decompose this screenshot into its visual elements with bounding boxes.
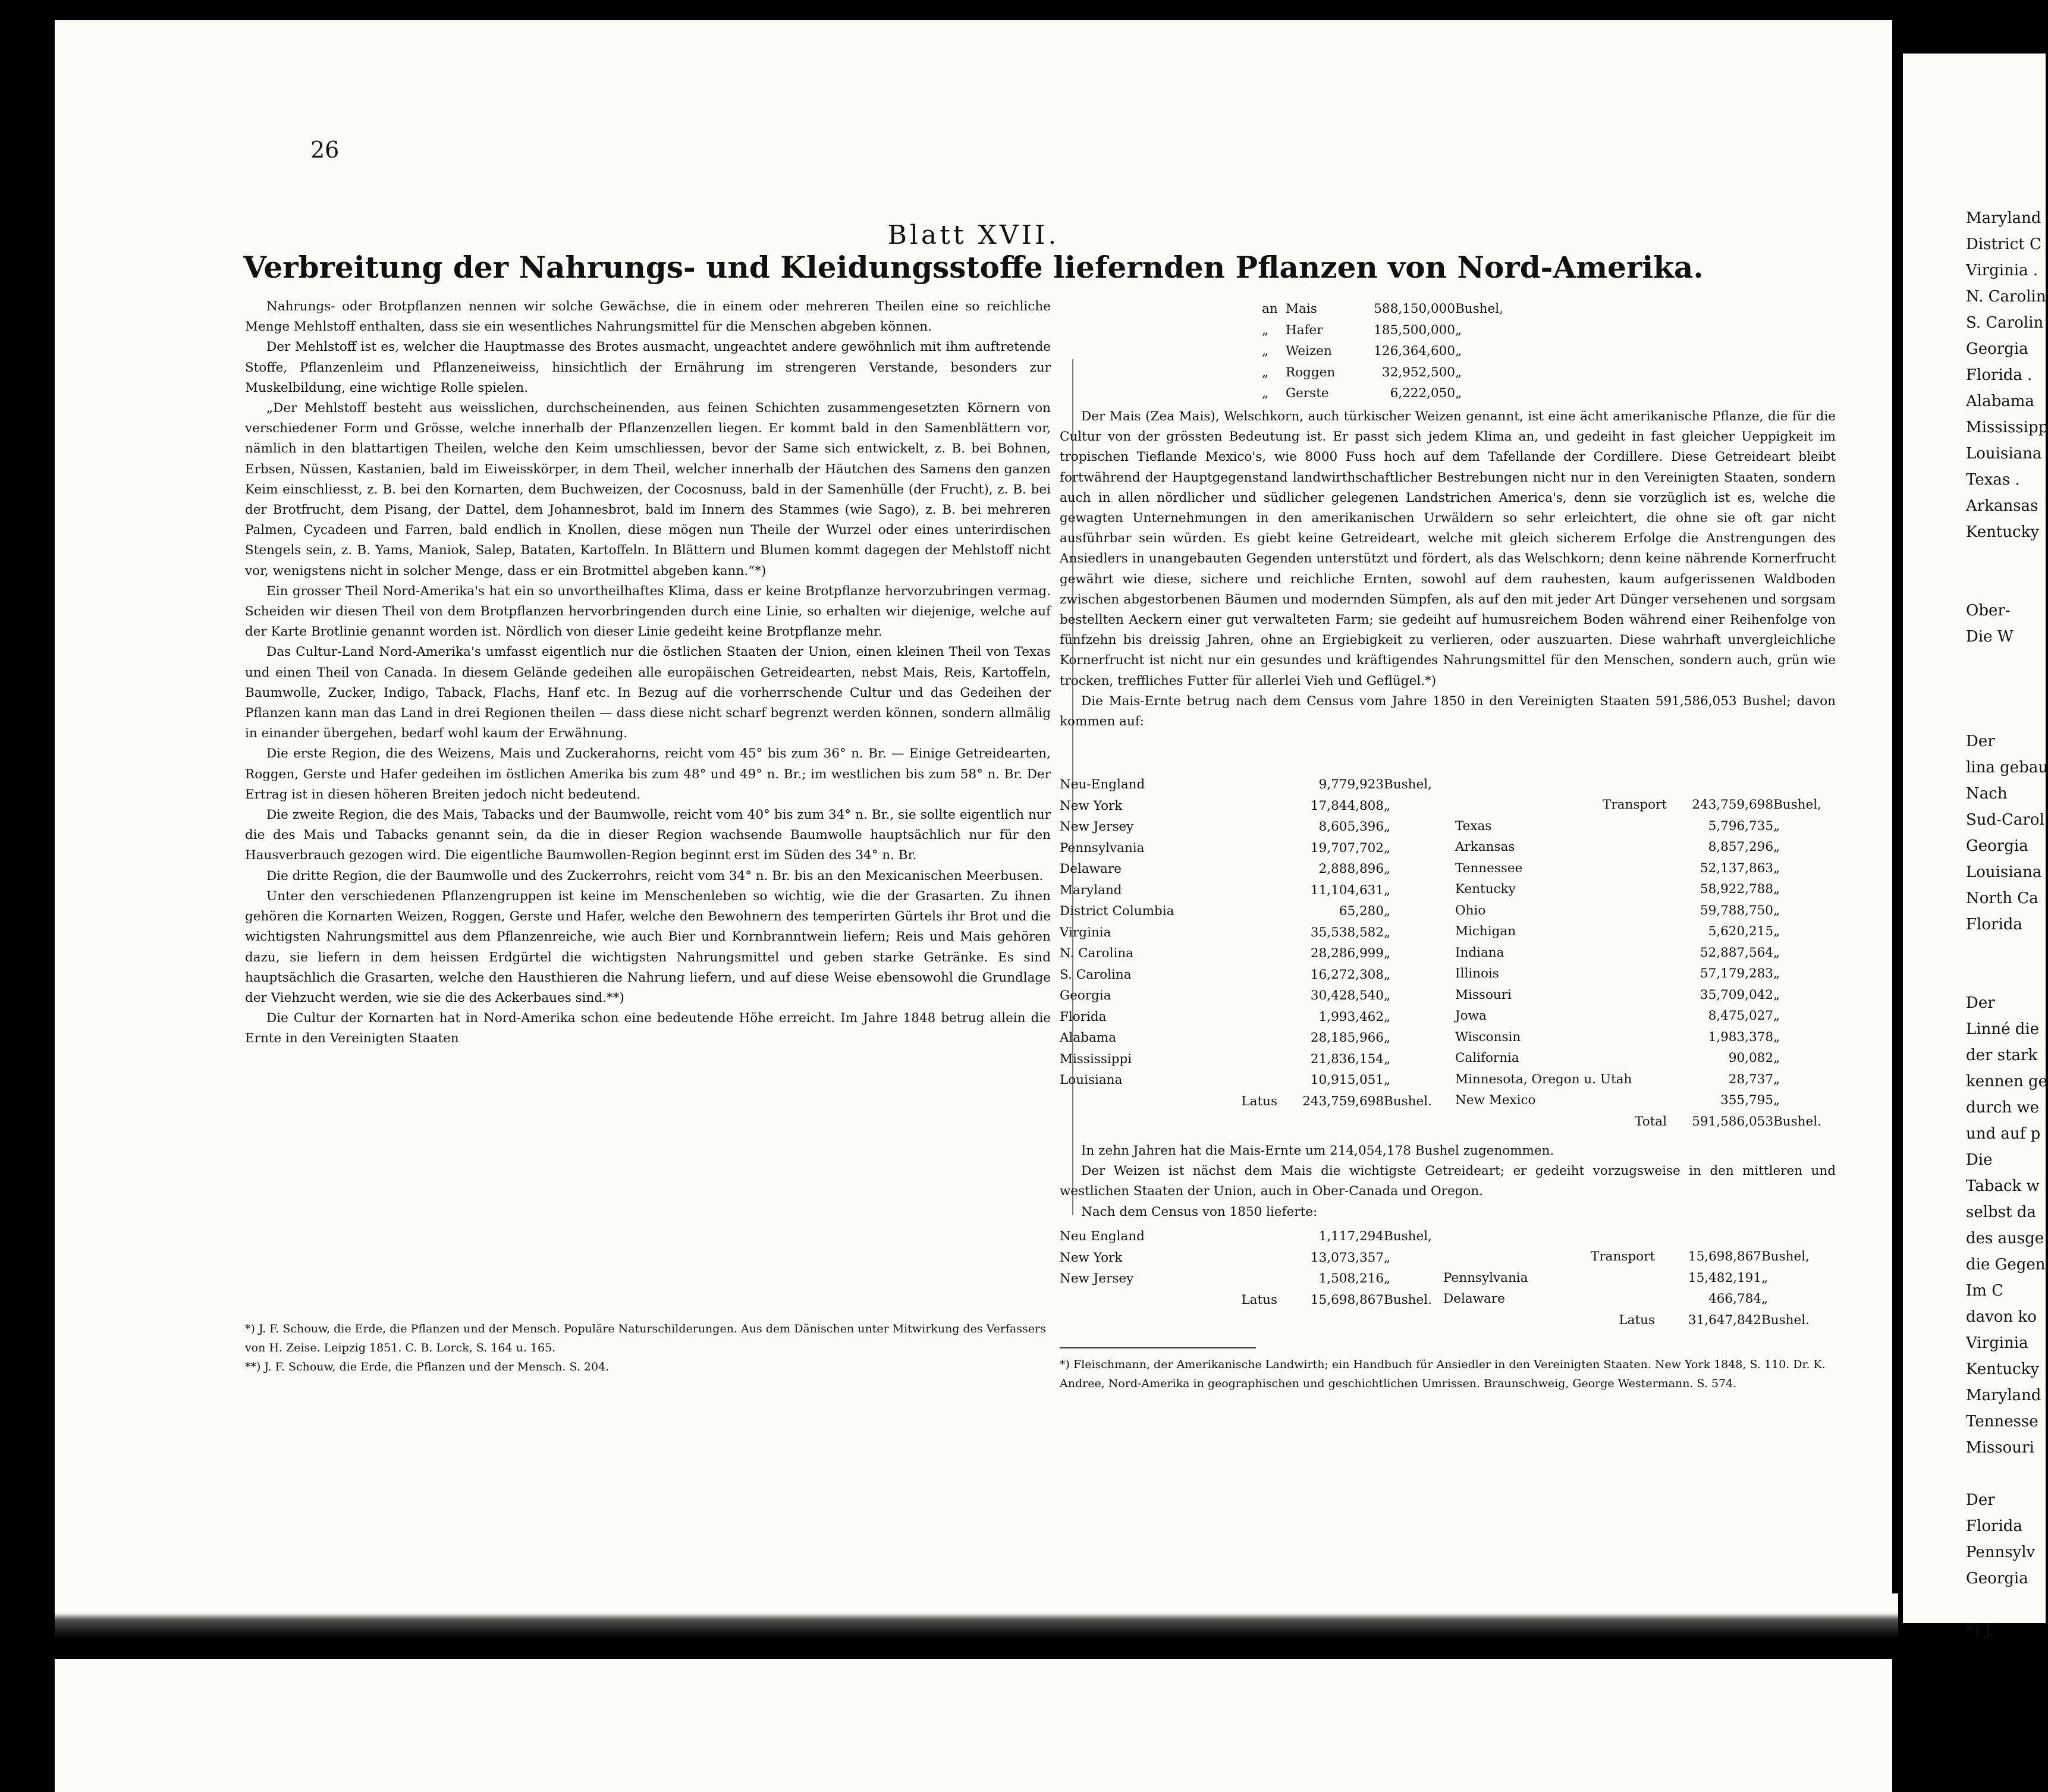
adjacent-page-line: Georgia (1966, 340, 2028, 358)
state-name: Pennsylvania (1060, 840, 1145, 856)
state-name: Kentucky (1455, 882, 1516, 897)
table-row (1455, 1069, 1821, 1090)
adjacent-page-line: Nach (1966, 785, 2008, 803)
adjacent-page-line: Florida (1966, 1517, 2022, 1535)
state-unit: „ (1773, 1008, 1780, 1023)
adjacent-page-line: Mississipp (1966, 419, 2048, 436)
adjacent-page-line (1966, 571, 2048, 598)
state-name: Jowa (1455, 1008, 1487, 1023)
state-name: Missouri (1455, 987, 1512, 1002)
adjacent-page-text (1966, 205, 2048, 1644)
state-value: 13,073,357 (1310, 1250, 1384, 1265)
adjacent-page-line: Georgia (1966, 1570, 2028, 1587)
state-value: 35,709,042 (1700, 987, 1773, 1002)
adjacent-page-line: Maryland (1966, 1387, 2041, 1404)
table-row: „ Roggen 32,952,500 „ (1262, 364, 1462, 380)
state-value: 15,482,191 (1688, 1270, 1761, 1285)
adjacent-page-line: der stark (1966, 1046, 2038, 1064)
state-unit: „ (1384, 988, 1391, 1003)
adjacent-page-line: Im C (1966, 1282, 2004, 1300)
adjacent-page-line: *) J. (1966, 1622, 1995, 1640)
state-unit: „ (1773, 1071, 1780, 1087)
state-value: 58,922,788 (1700, 882, 1773, 897)
paragraph: In zehn Jahren hat die Mais-Ernte um 214,054,178 Bushel zugenommen. (1081, 1143, 1554, 1158)
state-name: Neu England (1060, 1229, 1145, 1244)
table-transport-row: Transport 243,759,698 Bushel, (1603, 797, 1821, 812)
state-name: New Jersey (1060, 819, 1134, 834)
adjacent-page-line (1966, 676, 2048, 702)
state-name: Wisconsin (1455, 1029, 1521, 1045)
table-row (1060, 1027, 1432, 1049)
state-unit: „ (1773, 1093, 1780, 1108)
adjacent-page-line: Louisiana (1966, 863, 2042, 881)
state-unit: „ (1773, 1029, 1780, 1045)
paragraph: Die Cultur der Kornarten hat in Nord-Amerika schon eine bedeutende Höhe erreicht. Im Jahre 1848 betrug allein die Ernte in den Vereinigten Staaten (245, 1011, 1051, 1046)
footnote: **) J. F. Schouw, die Erde, die Pflanzen und der Mensch. S. 204. (245, 1360, 610, 1373)
table-row: „ Gerste 6,222,050 „ (1262, 386, 1462, 401)
state-name: Minnesota, Oregon u. Utah (1455, 1071, 1632, 1087)
state-value: 8,475,027 (1708, 1008, 1773, 1023)
state-value: 9,779,923 (1318, 777, 1384, 792)
table-row (1060, 1007, 1432, 1028)
state-value: 30,428,540 (1310, 988, 1384, 1003)
adjacent-page-line (1966, 1461, 2048, 1487)
state-value: 28,737 (1728, 1071, 1773, 1087)
adjacent-page-line: und auf p (1966, 1125, 2041, 1143)
adjacent-page-line: Tennesse (1966, 1413, 2038, 1431)
paragraph: Ein grosser Theil Nord-Amerika's hat ein so unvortheilhaftes Klima, dass er keine Brotpflanze hervorzubringen vermag. Scheiden wir diesen Theil von dem Brotpflanzen hervorbringenden durch eine Linie, so erhalten wir diejenige, welche auf der Karte Brotlinie genannt worden ist. Nördlich von dieser Linie gedeiht keine Brotpflanze mehr. (245, 583, 1051, 640)
harvest-1848-table (1262, 298, 1503, 404)
adjacent-page-line (1966, 938, 2048, 964)
left-column (245, 297, 1051, 1049)
adjacent-page-line: Virginia (1966, 1334, 2028, 1352)
state-name: Tennessee (1455, 860, 1523, 876)
adjacent-page-line: Georgia (1966, 837, 2028, 855)
adjacent-page-line: Ober- (1966, 602, 2011, 620)
table-row (1060, 943, 1432, 964)
adjacent-page-line: Florida . (1966, 366, 2033, 384)
state-name: District Columbia (1060, 904, 1174, 919)
table-row (1443, 1268, 1810, 1289)
adjacent-page-line: Arkansas (1966, 497, 2038, 515)
book-page (55, 20, 1892, 1792)
state-unit: „ (1773, 860, 1780, 876)
state-value: 35,538,582 (1310, 925, 1384, 940)
table-row (1060, 964, 1432, 986)
adjacent-page-line: davon ko (1966, 1308, 2037, 1326)
table-row (1455, 921, 1821, 942)
state-value: 1,117,294 (1318, 1229, 1384, 1244)
adjacent-page-line: Alabama (1966, 392, 2034, 410)
state-value: 355,795 (1720, 1093, 1773, 1108)
state-unit: „ (1384, 904, 1391, 919)
adjacent-page-line: N. Carolin (1966, 288, 2046, 306)
state-name: Alabama (1060, 1030, 1117, 1045)
state-unit: „ (1773, 1051, 1780, 1065)
adjacent-page-line: Der (1966, 1491, 1995, 1509)
state-name: Florida (1060, 1009, 1107, 1024)
table-row (1060, 1247, 1432, 1269)
state-name: N. Carolina (1060, 946, 1134, 961)
footnote-rule (245, 1304, 1051, 1306)
state-unit: „ (1384, 798, 1391, 813)
paragraph: Die Mais-Ernte betrug nach dem Census vom Jahre 1850 in den Vereinigten Staaten 591,586,053 Bushel; davon kommen auf: (1060, 693, 1836, 730)
adjacent-page-line: District C (1966, 235, 2041, 253)
state-value: 16,272,308 (1310, 967, 1384, 982)
table-row (1060, 838, 1432, 859)
state-unit: „ (1773, 903, 1780, 918)
weizen-table-left (1060, 1226, 1432, 1310)
state-unit: „ (1384, 925, 1391, 940)
table-row: „ Weizen 126,364,600 „ (1262, 344, 1462, 359)
state-name: Delaware (1443, 1291, 1505, 1306)
state-unit: Bushel, (1384, 1229, 1432, 1244)
state-name: Georgia (1060, 988, 1111, 1003)
adjacent-page-line: Die W (1966, 628, 2014, 646)
footnote: *) J. F. Schouw, die Erde, die Pflanzen und der Mensch. Populäre Naturschilderungen. Aus dem Dänischen unter Mitwirkung des Verfassers von H. Zeise. Leipzig 1851. C. B. Lorck, S. 164 u. 165. (245, 1322, 1046, 1354)
adjacent-page-line: Sud-Carol (1966, 811, 2044, 829)
table-row (1455, 1090, 1821, 1111)
table-row (1455, 879, 1821, 900)
adjacent-page-line: Kentucky (1966, 1360, 2040, 1378)
paragraph: Das Cultur-Land Nord-Amerika's umfasst eigentlich nur die östlichen Staaten der Union, einen kleinen Theil von Texas und einen Theil von Canada. In diesem Gelände gedeihen alle europäischen Getreidearten, nebst Mais, Reis, Kartoffeln, Baumwolle, Zucker, Indigo, Taback, Flachs, Hanf etc. In Bezug auf die vorherrschende Cultur und das Gedeihen der Pflanzen kann man das Land in drei Regionen theilen — dass diese nicht scharf begrenzt werden können, sondern allmälig in einander übergehen, bedarf wohl kaum der Erwähnung. (245, 645, 1051, 741)
adjacent-page-line (1966, 545, 2048, 571)
adjacent-page-line: Der (1966, 994, 1995, 1012)
adjacent-page-line (1966, 702, 2048, 728)
state-name: Neu-England (1060, 777, 1145, 792)
adjacent-page-line: selbst da (1966, 1203, 2036, 1221)
adjacent-page-line (1966, 1592, 2048, 1618)
state-unit: „ (1384, 882, 1391, 898)
state-name: Ohio (1455, 903, 1486, 918)
adjacent-page-line: Maryland (1966, 209, 2041, 227)
table-row (1060, 1268, 1432, 1290)
state-name: Delaware (1060, 862, 1122, 876)
table-row: „ Hafer 185,500,000 „ (1262, 322, 1462, 338)
table-row: an Mais 588,150,000 Bushel, (1262, 301, 1503, 316)
adjacent-page-line: Florida (1966, 916, 2022, 933)
table-row (1455, 942, 1821, 964)
adjacent-page-line: Der (1966, 732, 1995, 750)
adjacent-page-line: North Ca (1966, 889, 2038, 907)
state-unit: „ (1384, 946, 1391, 961)
table-row (1455, 858, 1821, 879)
paragraph: Die zweite Region, die des Mais, Tabacks und der Baumwolle, reicht vom 40° bis zum 34° n. Br., sie sollte eigentlich nur die des Mais und Tabacks genannt sein, da die in dieser Region wachsende Baumwolle hauptsächlich nur für den Hausverbrauch gezogen wird. Die eigentliche Baumwollen-Region beginnt erst im Süden des 34° n. Br. (245, 807, 1051, 863)
state-value: 90,082 (1728, 1051, 1773, 1065)
right-column-text-2 (1060, 1141, 1836, 1222)
table-row (1060, 859, 1432, 880)
table-row (1443, 1288, 1810, 1310)
table-row (1060, 922, 1432, 944)
adjacent-page-line: die Gegen (1966, 1256, 2046, 1274)
state-value: 1,993,462 (1318, 1009, 1384, 1024)
state-unit: „ (1384, 840, 1391, 856)
adjacent-page-line: Die (1966, 1151, 1993, 1169)
left-footnotes (245, 1319, 1051, 1376)
table-row (1060, 796, 1432, 817)
paragraph: Die erste Region, die des Weizens, Mais und Zuckerahorns, reicht vom 45° bis zum 36° n. Br. — Einige Getreidearten, Roggen, Gerste und Hafer gedeihen im östlichen Amerika bis zum 48° und 49° n. Br.; im westlichen bis zum 58° n. Br. Der Ertrag ist in diesen höheren Breiten jedoch nicht bedeutend. (245, 746, 1051, 802)
state-unit: „ (1773, 818, 1780, 834)
state-unit: „ (1773, 966, 1780, 981)
adjacent-page-line: Kentucky (1966, 523, 2040, 541)
adjacent-page-line: Missouri (1966, 1439, 2034, 1457)
scan-edge-shadow (55, 1593, 1898, 1659)
weizen-table-right (1443, 1246, 1810, 1331)
state-value: 28,286,999 (1310, 946, 1384, 961)
table-row (1060, 1070, 1432, 1091)
adjacent-page-line (1966, 964, 2048, 990)
table-transport-row: Transport 15,698,867 Bushel, (1591, 1249, 1810, 1264)
state-value: 1,508,216 (1318, 1271, 1384, 1286)
state-unit: „ (1384, 1009, 1391, 1024)
state-name: Texas (1455, 818, 1492, 834)
state-value: 466,784 (1708, 1291, 1761, 1306)
state-name: Louisiana (1060, 1073, 1123, 1087)
table-row (1455, 816, 1821, 837)
state-value: 19,707,702 (1310, 840, 1384, 856)
page-number: 26 (310, 137, 340, 163)
table-row (1060, 880, 1432, 901)
state-value: 8,605,396 (1318, 819, 1384, 834)
paragraph: Die dritte Region, die der Baumwolle und des Zuckerrohrs, reicht vom 34° n. Br. bis an den Mexicanischen Meerbusen. (266, 868, 1044, 884)
adjacent-page-line: S. Carolin (1966, 314, 2044, 332)
adjacent-page-line: lina gebau (1966, 759, 2048, 776)
right-column-text (1060, 407, 1836, 732)
state-value: 8,857,296 (1708, 840, 1773, 854)
state-unit: „ (1761, 1291, 1769, 1306)
state-unit: „ (1761, 1270, 1769, 1285)
table-row (1060, 1049, 1432, 1070)
state-unit: „ (1384, 862, 1391, 876)
state-value: 52,887,564 (1700, 945, 1773, 960)
paragraph: Der Mais (Zea Mais), Welschkorn, auch türkischer Weizen genannt, ist eine ächt amerikanische Pflanze, die für die Cultur von der grössten Bedeutung ist. Er passt sich jedem Klima an, und gedeiht in fast gleicher Ueppigkeit im tropischen Tieflande Mexico's, wie 8000 Fuss hoch auf dem Tafellande der Cordillere. Diese Getreideart bleibt fortwährend der Hauptgegenstand landwirthschaftlicher Bestrebungen nicht nur in den Vereinigten Staaten, sondern auch in allen nördlicher und südlicher gelegenen Landstrichen America's, denn sie vorzüglich ist es, welche die gewagten Unternehmungen in den amerikanischen Urwäldern so sehr erleichtert, die ohne sie oft gar nicht ausführbar sein würden. Es giebt keine Getreideart, welche mit gleich sicherem Erfolge die Anstrengungen des Ansiedlers in unangebauten Gegenden unterstützt und fördert, als das Welschkorn; denn keine nährende Kornerfrucht gewährt wie diese, sichere und reichliche Ernten, sowohl auf dem rauhesten, kaum aufgerissenen Waldboden zwischen abgestorbenen Bäumen und modernden Sümpfen, als auf den mit jeder Art Dünger versehenen und sorgsam bestellten Aeckern einer gut verwalteten Farm; sie gedeiht auf humusreichem Boden während einer Reihenfolge von fünfzehn bis dreissig Jahren, ohne an Ergiebigkeit zu verlieren, oder auszuarten. Diese wahrhaft unvergleichliche Kornerfrucht ist nicht nur ein gesundes und kräftigendes Nahrungsmittel für den Menschen, sondern auch, grün wie trocken, treffliches Futter für allerlei Vieh und Geflügel.*) (1060, 409, 1836, 688)
state-value: 59,788,750 (1700, 903, 1773, 918)
state-value: 28,185,966 (1310, 1030, 1384, 1045)
state-unit: „ (1773, 882, 1780, 897)
right-footnote: *) Fleischmann, der Amerikanische Landwirth; ein Handbuch für Ansiedler in den Vereinigten Staaten. New York 1848, S. 110. Dr. K. Andree, Nord-Amerika in geographischen und geschichtlichen Umrissen. Braunschweig, George Westermann. S. 574. (1060, 1358, 1826, 1390)
adjacent-page-line: des ausge (1966, 1230, 2044, 1247)
state-unit: „ (1384, 1030, 1391, 1045)
mais-table-left (1060, 774, 1432, 1112)
paragraph: Unter den verschiedenen Pflanzengruppen ist keine im Menschenleben so wichtig, wie die der Grasarten. Zu ihnen gehören die Kornarten Weizen, Roggen, Gerste und Hafer, welche den Bewohnern des temperirten Gürtels ihr Brot und die wichtigsten Nahrungsmittel aus dem Pflanzenreiche, wie auch Bier und Kornbranntwein liefern; Reis und Mais gehören dazu, sie liefern in dem heissen Erdgürtel die wichtigsten Nahrungsmittel und geben starke Getränke. Es sind hauptsächlich die Grasarten, welche den Hausthieren die Nahrung liefern, und auf diese Weise ebensowohl die Grundlage der Viehzucht werden, wie sie die des Ackerbaues sind.**) (245, 888, 1051, 1005)
table-row (1060, 1226, 1432, 1247)
table-row (1455, 1005, 1821, 1027)
adjacent-page-edge (1903, 54, 2048, 1640)
table-row (1455, 837, 1821, 858)
adjacent-page-line: Taback w (1966, 1177, 2040, 1195)
state-unit: „ (1384, 1271, 1391, 1286)
page-title: Verbreitung der Nahrungs- und Kleidungsstoffe liefernden Pflanzen von Nord-Amerika. (243, 250, 1704, 285)
state-name: Mississippi (1060, 1051, 1132, 1067)
state-name: California (1455, 1051, 1519, 1065)
state-name: Virginia (1060, 925, 1111, 940)
state-name: S. Carolina (1060, 967, 1132, 982)
state-value: 1,983,378 (1708, 1029, 1773, 1045)
state-value: 11,104,631 (1310, 882, 1384, 898)
table-row (1455, 900, 1821, 922)
state-value: 57,179,283 (1700, 966, 1773, 981)
adjacent-page-line: Linné die (1966, 1020, 2040, 1038)
adjacent-page-line: kennen ge (1966, 1073, 2048, 1090)
table-row (1455, 1027, 1821, 1048)
state-unit: „ (1384, 1250, 1391, 1265)
table-row (1060, 901, 1432, 922)
footnote-rule (1060, 1347, 1256, 1348)
state-unit: „ (1773, 945, 1780, 960)
state-value: 21,836,154 (1310, 1051, 1384, 1067)
state-value: 5,796,735 (1708, 818, 1773, 834)
table-row (1060, 985, 1432, 1007)
state-name: Michigan (1455, 924, 1516, 939)
state-name: Illinois (1455, 966, 1499, 981)
state-name: New Jersey (1060, 1271, 1134, 1286)
paragraph: „Der Mehlstoff besteht aus weisslichen, durchscheinenden, aus feinen Schichten zusammengesetzten Körnern von verschiedener Form und Grösse, welche innerhalb der Pflanzenzellen liegen. Er kommt bald in den Samenblättern vor, nämlich in den blattartigen Theilen, welche den Keim umschliessen, bevor der Same sich entwickelt, z. B. bei Bohnen, Erbsen, Nüssen, Kastanien, bald im Eiweisskörper, in dem Theil, welcher innerhalb der Häutchen des Samens den ganzen Keim einschliesst, z. B. bei den Kornarten, dem Buchweizen, der Cocosnuss, bald in der Samenhülle (der Frucht), z. B. bei der Brotfrucht, dem Pisang, der Dattel, dem Johannesbrot, bald im Innern des Stammes (wie Sago), z. B. bei mehreren Palmen, Cycadeen und Farren, bald endlich in Knollen, diese mögen nun Theile der Wurzel oder eines unterirdischen Stengels sein, z. B. Yams, Maniok, Salep, Bataten, Kartoffeln. In Blättern und Blumen kommt dagegen der Mehlstoff nicht vor, wenigstens nicht in solcher Menge, dass er ein Brotmittel abgeben kann.“*) (245, 401, 1051, 579)
paragraph: Der Weizen ist nächst dem Mais die wichtigste Getreideart; er gedeiht vorzugsweise in den mittleren und westlichen Staaten der Union, auch in Ober-Canada und Oregon. (1060, 1164, 1836, 1199)
state-unit: „ (1773, 987, 1780, 1002)
adjacent-page-line: Texas . (1966, 471, 2020, 489)
state-value: 17,844,808 (1310, 798, 1384, 813)
table-row (1060, 774, 1432, 796)
state-name: Pennsylvania (1443, 1270, 1528, 1285)
table-row (1455, 1048, 1821, 1069)
state-value: 10,915,051 (1310, 1073, 1384, 1087)
state-unit: Bushel, (1384, 777, 1432, 792)
plate-heading: Blatt XVII. (887, 220, 1060, 250)
adjacent-page-line: durch we (1966, 1099, 2040, 1117)
state-name: New Mexico (1455, 1093, 1536, 1108)
state-name: New York (1060, 798, 1123, 813)
state-name: Arkansas (1455, 840, 1515, 854)
paragraph: Nahrungs- oder Brotpflanzen nennen wir solche Gewächse, die in einem oder mehreren Theilen eine so reichliche Menge Mehlstoff enthalten, dass sie ein wesentliches Nahrungsmittel für die Menschen abgeben können. (245, 299, 1051, 335)
paragraph: Der Mehlstoff ist es, welcher die Hauptmasse des Brotes ausmacht, ungeachtet andere gewöhnlich mit ihm auftretende Stoffe, Pflanzenleim und Pflanzeneiweiss, hinsichtlich der Ernährung im strengeren Verstande, besonders zur Muskelbildung, eine wichtige Rolle spielen. (245, 339, 1051, 395)
mais-table-right (1455, 794, 1821, 1132)
table-total-row: Latus 15,698,867 Bushel. (1241, 1292, 1432, 1307)
table-row (1060, 816, 1432, 838)
state-value: 65,280 (1339, 904, 1384, 919)
state-name: Maryland (1060, 882, 1122, 898)
table-total-row: Latus 31,647,842 Bushel. (1619, 1312, 1810, 1328)
state-name: Indiana (1455, 945, 1504, 960)
adjacent-page-line (1966, 650, 2048, 676)
state-name: New York (1060, 1250, 1123, 1265)
adjacent-page-line: Virginia . (1966, 262, 2038, 279)
adjacent-page-line: Pennsylv (1966, 1543, 2036, 1561)
state-unit: „ (1773, 840, 1780, 854)
state-value: 52,137,863 (1700, 860, 1773, 876)
paragraph: Nach dem Census von 1850 lieferte: (1081, 1204, 1318, 1219)
state-unit: „ (1384, 819, 1391, 834)
state-unit: „ (1384, 1073, 1391, 1087)
table-row (1455, 985, 1821, 1006)
state-value: 2,888,896 (1318, 862, 1384, 876)
state-unit: „ (1384, 967, 1391, 982)
table-row (1455, 963, 1821, 985)
table-total-row: Total 591,586,053 Bushel. (1635, 1114, 1821, 1129)
state-unit: „ (1384, 1051, 1391, 1067)
state-unit: „ (1773, 924, 1780, 939)
state-value: 5,620,215 (1708, 924, 1773, 939)
adjacent-page-line: Louisiana (1966, 445, 2042, 463)
table-total-row: Latus 243,759,698 Bushel. (1241, 1093, 1432, 1109)
